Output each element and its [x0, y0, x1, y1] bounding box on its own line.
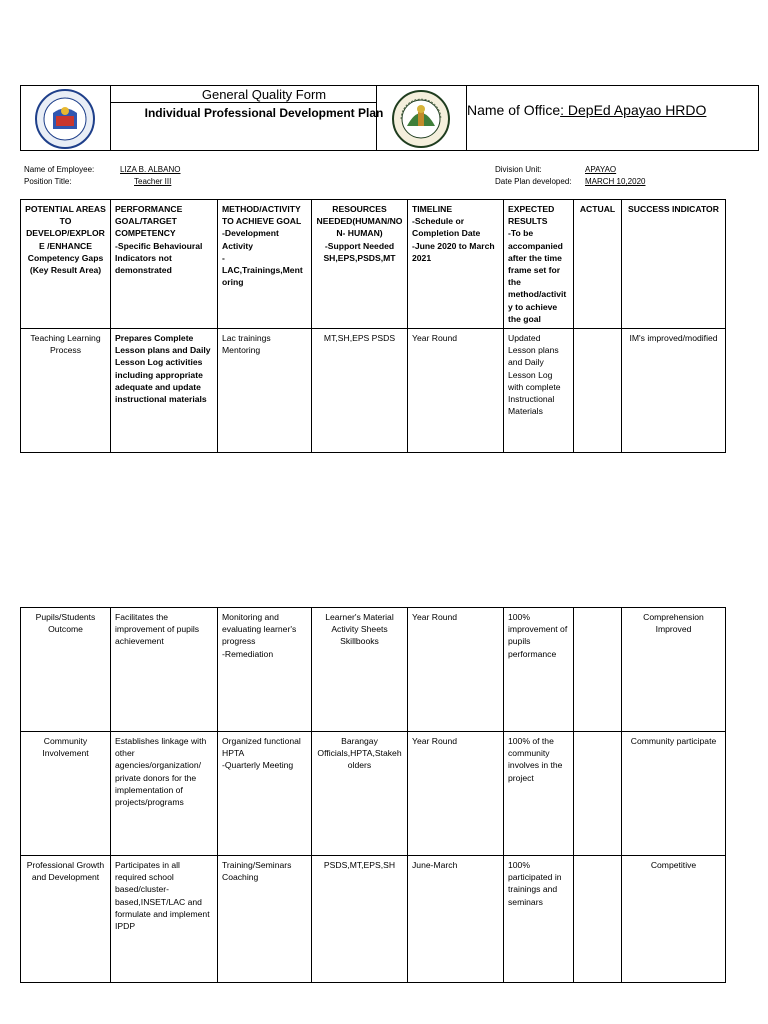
area-cell: Teaching Learning Process	[21, 329, 111, 453]
form-title: General Quality Form	[201, 87, 327, 102]
actual-cell	[574, 329, 622, 453]
resources-cell: Learner's Material Activity Sheets Skillbooks	[312, 608, 408, 732]
division-info	[495, 164, 745, 190]
actual-cell	[574, 608, 622, 732]
employee-name-label: Name of Employee:	[24, 165, 95, 174]
header-divider	[110, 86, 111, 150]
goal-cell: Establishes linkage with other agencies/organization/ private donors for the implementation of projects/programs	[111, 732, 218, 856]
office-label: Name of Office	[467, 102, 561, 118]
ipdp-table-page1	[20, 199, 726, 453]
column-header: SUCCESS INDICATOR	[622, 200, 726, 329]
method-cell: Lac trainings Mentoring	[218, 329, 312, 453]
office-name	[467, 102, 757, 119]
indicator-cell: Competitive	[622, 856, 726, 983]
date-plan-label: Date Plan developed:	[495, 177, 572, 186]
timeline-cell: June-March	[408, 856, 504, 983]
employee-info	[24, 164, 324, 190]
resources-cell: PSDS,MT,EPS,SH	[312, 856, 408, 983]
column-header: METHOD/ACTIVITY TO ACHIEVE GOAL -Development Activity - LAC,Trainings,Mentoring	[218, 200, 312, 329]
column-header: PERFORMANCE GOAL/TARGET COMPETENCY -Specific Behavioural Indicators not demonstrated	[111, 200, 218, 329]
position-title-value: Teacher III	[134, 177, 172, 186]
column-header: POTENTIAL AREAS TO DEVELOP/EXPLORE /ENHANCE Competency Gaps (Key Result Area)	[21, 200, 111, 329]
timeline-cell: Year Round	[408, 329, 504, 453]
area-cell: Professional Growth and Development	[21, 856, 111, 983]
table-row	[21, 608, 726, 732]
table-header-row	[21, 200, 726, 329]
timeline-cell: Year Round	[408, 608, 504, 732]
resources-cell: MT,SH,EPS PSDS	[312, 329, 408, 453]
date-plan-value: MARCH 10,2020	[585, 177, 646, 186]
indicator-cell: Community participate	[622, 732, 726, 856]
table-row	[21, 856, 726, 983]
plan-title: Individual Professional Development Plan	[144, 106, 384, 120]
method-cell: Organized functional HPTA -Quarterly Meeting	[218, 732, 312, 856]
header-divider	[110, 102, 376, 103]
department-of-education-seal-icon	[391, 90, 451, 148]
expected-cell: 100% of the community involves in the project	[504, 732, 574, 856]
actual-cell	[574, 732, 622, 856]
method-cell: Training/Seminars Coaching	[218, 856, 312, 983]
method-cell: Monitoring and evaluating learner's progress -Remediation	[218, 608, 312, 732]
deped-seal-icon	[32, 89, 98, 149]
position-title-label: Position Title:	[24, 177, 72, 186]
office-value: : DepEd Apayao HRDO	[560, 102, 707, 118]
expected-cell: 100% participated in trainings and seminars	[504, 856, 574, 983]
resources-cell: Barangay Officials,HPTA,Stakeholders	[312, 732, 408, 856]
employee-name-value: LIZA B. ALBANO	[120, 165, 181, 174]
expected-cell: 100% improvement of pupils performance	[504, 608, 574, 732]
expected-cell: Updated Lesson plans and Daily Lesson Log with complete Instructional Materials	[504, 329, 574, 453]
ipdp-table-page2	[20, 607, 726, 983]
table-row	[21, 732, 726, 856]
column-header: EXPECTED RESULTS -To be accompanied after the time frame set for the method/activity to achieve the goal	[504, 200, 574, 329]
area-cell: Community Involvement	[21, 732, 111, 856]
division-unit-label: Division Unit:	[495, 165, 542, 174]
indicator-cell: Comprehension Improved	[622, 608, 726, 732]
area-cell: Pupils/Students Outcome	[21, 608, 111, 732]
table-row	[21, 329, 726, 453]
column-header: RESOURCES NEEDED(HUMAN/NON- HUMAN) -Support Needed SH,EPS,PSDS,MT	[312, 200, 408, 329]
form-header	[20, 85, 759, 151]
goal-cell: Participates in all required school based/cluster-based,INSET/LAC and formulate and implement IPDP	[111, 856, 218, 983]
division-unit-value: APAYAO	[585, 165, 617, 174]
timeline-cell: Year Round	[408, 732, 504, 856]
goal-cell: Facilitates the improvement of pupils achievement	[111, 608, 218, 732]
indicator-cell: IM's improved/modified	[622, 329, 726, 453]
column-header: ACTUAL	[574, 200, 622, 329]
goal-cell: Prepares Complete Lesson plans and Daily Lesson Log activities including appropriate adequate and update instructional materials	[111, 329, 218, 453]
column-header: TIMELINE -Schedule or Completion Date -June 2020 to March 2021	[408, 200, 504, 329]
actual-cell	[574, 856, 622, 983]
